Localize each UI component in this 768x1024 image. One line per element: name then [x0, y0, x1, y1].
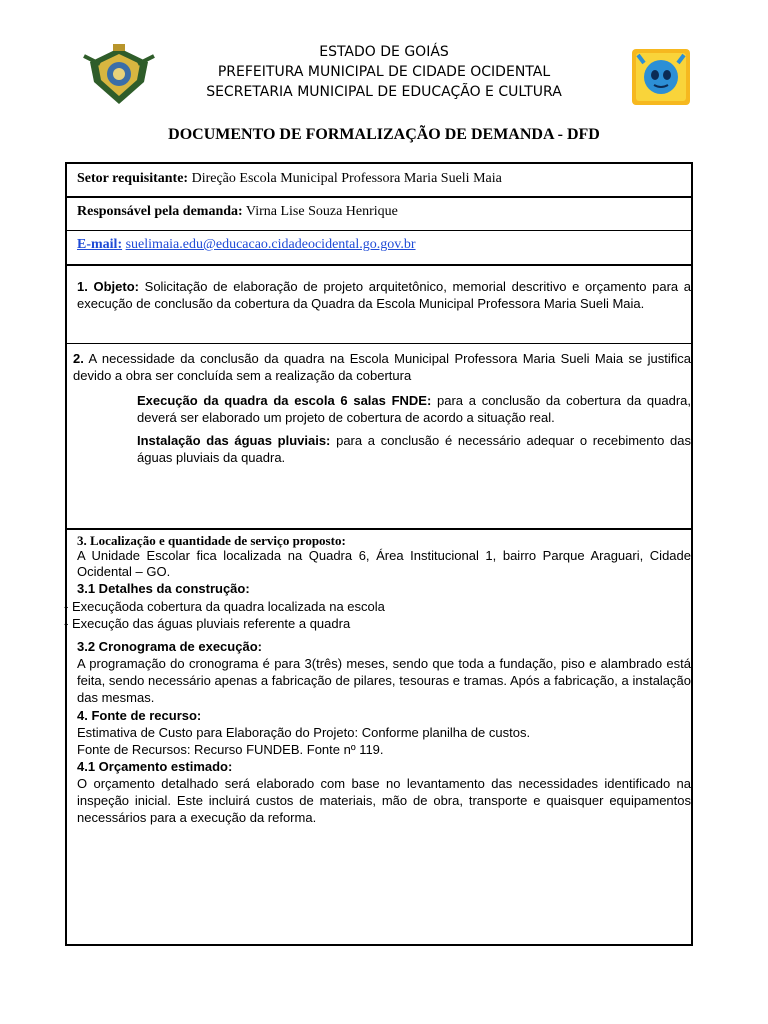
- document-title: DOCUMENTO DE FORMALIZAÇÃO DE DEMANDA - DFD: [168, 126, 600, 143]
- detail-item-1: - Execuçãoda cobertura da quadra localizada na escola: [64, 599, 385, 614]
- responsavel-label: Responsável pela demanda:: [77, 204, 243, 219]
- budget-heading: 4.1 Orçamento estimado:: [77, 759, 233, 774]
- fund-line-2: Fonte de Recursos: Recurso FUNDEB. Fonte nº 119.: [77, 742, 384, 757]
- row-email: [67, 231, 691, 265]
- section3-heading: 3. Localização e quantidade de serviço proposto:: [77, 533, 346, 548]
- justificativa-number: 2.: [73, 351, 84, 366]
- details-heading: 3.1 Detalhes da construção:: [77, 581, 250, 596]
- item2-label: Instalação das águas pluviais:: [137, 433, 331, 448]
- item2-text: para a conclusão é necessário adequar o recebimento das águas pluviais da quadra.: [137, 433, 691, 465]
- schedule-heading: 3.2 Cronograma de execução:: [77, 639, 262, 654]
- objeto-label: 1. Objeto:: [77, 279, 139, 294]
- row-responsavel: [67, 198, 691, 231]
- item1-label: Execução da quadra da escola 6 salas FNDE:: [137, 393, 432, 408]
- budget-text: O orçamento detalhado será elaborado com base no levantamento das necessidades identificado na inspeção inicial. Este incluirá custos de materiais, mão de obra, transporte e quaisquer equipamentos necessários para a execução da reforma.: [77, 776, 691, 825]
- header-secretariat: SECRETARIA MUNICIPAL DE EDUCAÇÃO E CULTURA: [206, 84, 562, 100]
- objeto-text: Solicitação de elaboração de projeto arquitetônico, memorial descritivo e orçamento para a execução de conclusão da cobertura da Quadra da Escola Municipal Professora Maria Sueli Maia.: [77, 279, 692, 311]
- row-justificativa: [67, 344, 691, 530]
- schedule-text: A programação do cronograma é para 3(três) meses, sendo que toda a fundação, piso e alambrado está feita, sendo necessário apenas a fabricação de pilares, tesouras e tramas. Após a fabricação, a instalação das mesmas.: [77, 656, 691, 705]
- header-state: ESTADO DE GOIÁS: [319, 44, 449, 60]
- row-objeto: [67, 266, 691, 344]
- email-link[interactable]: suelimaia.edu@educacao.cidadeocidental.go.gov.br: [125, 237, 416, 252]
- fund-heading: 4. Fonte de recurso:: [77, 708, 202, 723]
- detail-item-2: - Execução das águas pluviais referente a quadra: [64, 616, 351, 631]
- document-header: [170, 42, 598, 102]
- dfd-form-table: [65, 162, 693, 946]
- school-logo: [632, 49, 690, 105]
- fund-line-1: Estimativa de Custo para Elaboração do Projeto: Conforme planilha de custos.: [77, 725, 531, 740]
- row-setor: [67, 164, 691, 197]
- setor-label: Setor requisitante:: [77, 171, 189, 186]
- location-text: A Unidade Escolar fica localizada na Quadra 6, Área Institucional 1, bairro Parque Araguari, Cidade Ocidental – GO.: [77, 548, 691, 579]
- responsavel-value: Virna Lise Souza Henrique: [242, 204, 398, 219]
- setor-value: Direção Escola Municipal Professora Maria Sueli Maia: [188, 171, 502, 186]
- item1-text: para a conclusão da cobertura da quadra, deverá ser elaborado um projeto de cobertura de acordo a situação real.: [137, 393, 691, 425]
- municipal-crest-logo: [80, 42, 158, 108]
- header-prefecture: PREFEITURA MUNICIPAL DE CIDADE OCIDENTAL: [217, 64, 551, 80]
- email-label: E-mail:: [77, 237, 123, 252]
- justificativa-text: A necessidade da conclusão da quadra na Escola Municipal Professora Maria Sueli Maia se justifica devido a obra ser concluída sem a realização da cobertura: [73, 351, 691, 383]
- section-3-4: [64, 530, 691, 944]
